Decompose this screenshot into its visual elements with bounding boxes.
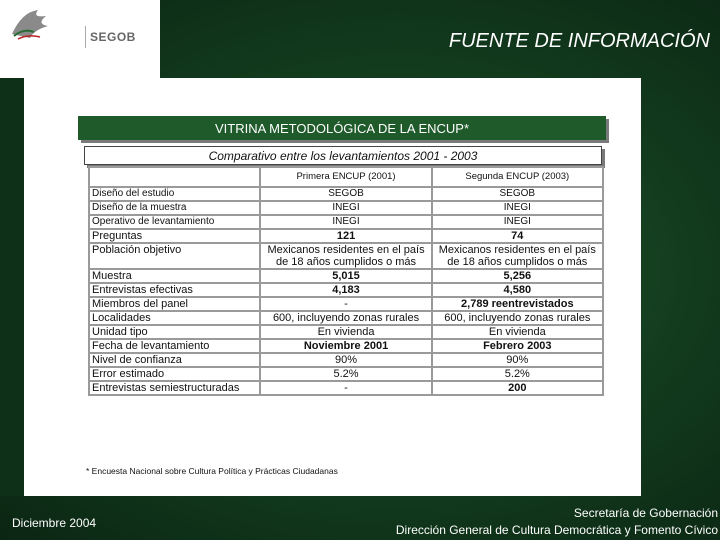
row-label: Error estimado bbox=[90, 368, 259, 380]
page-title: FUENTE DE INFORMACIÓN bbox=[448, 30, 710, 52]
table-row bbox=[90, 312, 602, 324]
footnote: * Encuesta Nacional sobre Cultura Política y Prácticas Ciudadanas bbox=[86, 466, 338, 476]
table-row bbox=[90, 340, 602, 352]
value-2003: 2,789 reentrevistados bbox=[433, 298, 602, 310]
row-label: Población objetivo bbox=[90, 244, 259, 268]
footer-credits bbox=[396, 505, 718, 539]
value-2003: 90% bbox=[433, 354, 602, 366]
row-label: Diseño de la muestra bbox=[90, 202, 259, 214]
row-label: Localidades bbox=[90, 312, 259, 324]
row-label: Diseño del estudio bbox=[90, 188, 259, 200]
table-row bbox=[90, 188, 602, 200]
segob-wordmark: SEGOB bbox=[90, 30, 136, 44]
value-2001: - bbox=[261, 382, 430, 394]
value-2003: 74 bbox=[433, 230, 602, 242]
footer-line-2: Dirección General de Cultura Democrática y Fomento Cívico bbox=[395, 523, 718, 537]
value-2003: SEGOB bbox=[433, 188, 602, 200]
table-row bbox=[90, 368, 602, 380]
table-row bbox=[90, 202, 602, 214]
row-label: Entrevistas semiestructuradas bbox=[90, 382, 259, 394]
table-row bbox=[90, 298, 602, 310]
table-row bbox=[90, 284, 602, 296]
header-blank-cell bbox=[90, 168, 259, 186]
value-2001: 121 bbox=[261, 230, 430, 242]
row-label: Fecha de levantamiento bbox=[90, 340, 259, 352]
value-2003: Febrero 2003 bbox=[433, 340, 602, 352]
value-2001: - bbox=[261, 298, 430, 310]
table-row bbox=[90, 216, 602, 228]
row-label: Entrevistas efectivas bbox=[90, 284, 259, 296]
value-2003: 5,256 bbox=[433, 270, 602, 282]
segob-logo bbox=[0, 0, 160, 78]
row-label: Muestra bbox=[90, 270, 259, 282]
value-2003: INEGI bbox=[433, 216, 602, 228]
eagle-emblem-icon bbox=[8, 6, 52, 42]
value-2001: INEGI bbox=[261, 216, 430, 228]
comparison-table-wrap bbox=[84, 146, 604, 446]
left-dark-strip bbox=[0, 78, 24, 496]
value-2001: 4,183 bbox=[261, 284, 430, 296]
table-row bbox=[90, 244, 602, 268]
row-label: Unidad tipo bbox=[90, 326, 259, 338]
table-row bbox=[90, 326, 602, 338]
banner-title: VITRINA METODOLÓGICA DE LA ENCUP* bbox=[78, 116, 606, 140]
value-2003: Mexicanos residentes en el país de 18 años cumplidos o más bbox=[433, 244, 602, 268]
row-label: Nivel de confianza bbox=[90, 354, 259, 366]
value-2003: En vivienda bbox=[433, 326, 602, 338]
value-2001: 5,015 bbox=[261, 270, 430, 282]
row-label: Operativo de levantamiento bbox=[90, 216, 259, 228]
logo-divider bbox=[85, 26, 86, 48]
footer-date: Diciembre 2004 bbox=[12, 516, 97, 530]
value-2001: 5.2% bbox=[261, 368, 430, 380]
table-caption: Comparativo entre los levantamientos 2001 - 2003 bbox=[84, 146, 602, 165]
table-row bbox=[90, 270, 602, 282]
value-2001: INEGI bbox=[261, 202, 430, 214]
table-row bbox=[90, 230, 602, 242]
value-2003: INEGI bbox=[433, 202, 602, 214]
value-2001: 90% bbox=[261, 354, 430, 366]
value-2003: 600, incluyendo zonas rurales bbox=[433, 312, 602, 324]
table-row bbox=[90, 354, 602, 366]
value-2003: 200 bbox=[433, 382, 602, 394]
value-2001: Mexicanos residentes en el país de 18 años cumplidos o más bbox=[261, 244, 430, 268]
row-label: Preguntas bbox=[90, 230, 259, 242]
comparison-table bbox=[88, 166, 604, 396]
table-header-row bbox=[90, 168, 602, 186]
column-header-2003: Segunda ENCUP (2003) bbox=[433, 168, 602, 186]
value-2001: Noviembre 2001 bbox=[261, 340, 430, 352]
value-2001: 600, incluyendo zonas rurales bbox=[261, 312, 430, 324]
value-2003: 4,580 bbox=[433, 284, 602, 296]
value-2001: SEGOB bbox=[261, 188, 430, 200]
value-2003: 5.2% bbox=[433, 368, 602, 380]
table-row bbox=[90, 382, 602, 394]
column-header-2001: Primera ENCUP (2001) bbox=[261, 168, 430, 186]
row-label: Miembros del panel bbox=[90, 298, 259, 310]
footer-line-1: Secretaría de Gobernación bbox=[573, 506, 718, 520]
value-2001: En vivienda bbox=[261, 326, 430, 338]
